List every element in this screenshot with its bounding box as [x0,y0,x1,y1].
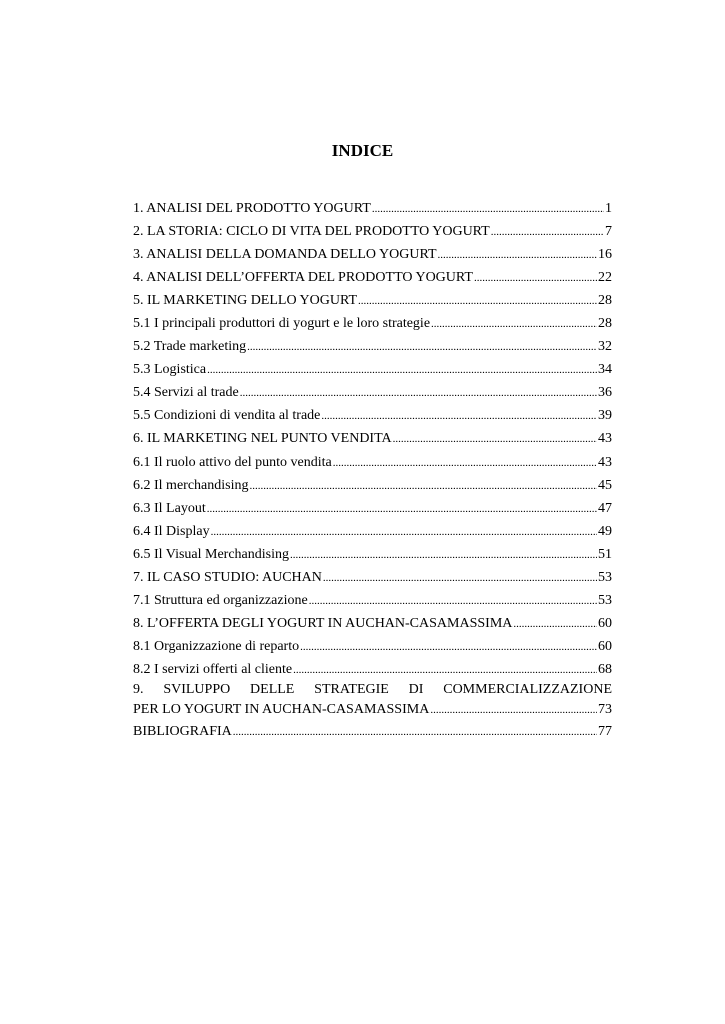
toc-entry-page: 36 [598,385,612,401]
dot-leader [293,659,597,682]
toc-entry-page: 32 [598,339,612,355]
toc-entry-label: 5. IL MARKETING DELLO YOGURT [133,293,358,309]
toc-entry-page: 53 [598,592,612,608]
toc-entry-page: 28 [598,293,612,309]
toc-entry [133,658,612,681]
dot-leader [438,244,597,267]
dot-leader [247,336,597,359]
toc-entry-label-line2: PER LO YOGURT IN AUCHAN-CASAMASSIMA [133,701,430,717]
toc-entry [133,381,612,404]
toc-entry-label: 6.4 Il Display [133,523,210,539]
toc-entry-label: BIBLIOGRAFIA [133,723,232,739]
toc-entry-label: 8. L’OFFERTA DEGLI YOGURT IN AUCHAN-CASAMASSIMA [133,615,513,631]
table-of-contents [133,197,612,743]
toc-entry [133,427,612,450]
dot-leader [300,636,597,659]
toc-entry-label: 5.5 Condizioni di vendita al trade [133,408,321,424]
toc-entry [133,612,612,635]
dot-leader [491,221,604,244]
toc-entry [133,566,612,589]
toc-entry-page: 60 [598,638,612,654]
toc-entry [133,220,612,243]
toc-entry-page: 49 [598,523,612,539]
dot-leader [309,590,597,613]
toc-entry-label: 6.3 Il Layout [133,500,206,516]
toc-entry-label: 2. LA STORIA: CICLO DI VITA DEL PRODOTTO YOGURT [133,224,490,240]
toc-entry-page: 47 [598,500,612,516]
dot-leader [393,428,597,451]
toc-entry-label: 7.1 Struttura ed organizzazione [133,592,308,608]
toc-entry [133,197,612,220]
toc-entry [133,589,612,612]
dot-leader [333,452,597,475]
toc-entry [133,520,612,543]
dot-leader [431,313,597,336]
toc-entry-page: 22 [598,270,612,286]
toc-entry-page: 39 [598,408,612,424]
toc-entry-page: 77 [598,723,612,739]
toc-entry-page: 53 [598,569,612,585]
toc-entry-label: 5.2 Trade marketing [133,339,247,355]
toc-entry-line2 [133,699,612,720]
toc-entry-label: 5.1 I principali produttori di yogurt e le loro strategie [133,316,431,332]
toc-entry [133,497,612,520]
toc-entry [133,358,612,381]
dot-leader [372,198,604,221]
toc-entry [133,243,612,266]
toc-entry-page: 28 [598,316,612,332]
toc-entry [133,474,612,497]
toc-entry-page: 7 [605,224,612,240]
dot-leader [249,475,597,498]
dot-leader [323,567,597,590]
toc-entry-page: 1 [605,201,612,216]
toc-entry-label: 7. IL CASO STUDIO: AUCHAN [133,569,322,585]
toc-entry-page: 51 [598,546,612,562]
toc-entry [133,451,612,474]
toc-entry-label: 3. ANALISI DELLA DOMANDA DELLO YOGURT [133,247,437,263]
toc-entry-label-line1: 9. SVILUPPO DELLE STRATEGIE DI COMMERCIALIZZAZIONE [133,681,612,697]
toc-entry [133,404,612,427]
toc-entry [133,335,612,358]
dot-leader [430,700,597,721]
toc-entry-page: 73 [598,701,612,717]
page-title: INDICE [331,141,394,160]
toc-entry [133,289,612,312]
dot-leader [207,359,597,382]
toc-entry-label: 5.4 Servizi al trade [133,385,239,401]
dot-leader [290,544,597,567]
toc-entry-label: 6.1 Il ruolo attivo del punto vendita [133,454,332,470]
dot-leader [358,290,597,313]
toc-entry-multiline [133,681,612,720]
toc-entry-label: 8.2 I servizi offerti al cliente [133,661,293,677]
toc-entry-page: 45 [598,477,612,493]
toc-entry-label: 8.1 Organizzazione di reparto [133,638,300,654]
toc-entry-label: 5.3 Logistica [133,362,207,378]
toc-entry [133,635,612,658]
dot-leader [240,382,597,405]
dot-leader [211,521,597,544]
dot-leader [207,498,597,521]
toc-entry-page: 43 [598,454,612,470]
toc-entry-label: 6.2 Il merchandising [133,477,249,493]
toc-entry-label: 6.5 Il Visual Merchandising [133,546,289,562]
toc-entry-page: 68 [598,661,612,677]
toc-entry-page: 16 [598,247,612,263]
dot-leader [321,405,597,428]
dot-leader [474,267,597,290]
toc-entry-label: 6. IL MARKETING NEL PUNTO VENDITA [133,431,392,447]
toc-entry [133,543,612,566]
toc-entry-page: 34 [598,362,612,378]
toc-entry-label: 1. ANALISI DEL PRODOTTO YOGURT [133,201,371,216]
toc-entry-label: 4. ANALISI DELL’OFFERTA DEL PRODOTTO YOGURT [133,270,473,286]
toc-entry-page: 60 [598,615,612,631]
toc-entry [133,266,612,289]
dot-leader [233,721,597,744]
toc-entry-page: 43 [598,431,612,447]
dot-leader [513,613,597,636]
toc-entry [133,312,612,335]
toc-entry-bibliography [133,720,612,743]
